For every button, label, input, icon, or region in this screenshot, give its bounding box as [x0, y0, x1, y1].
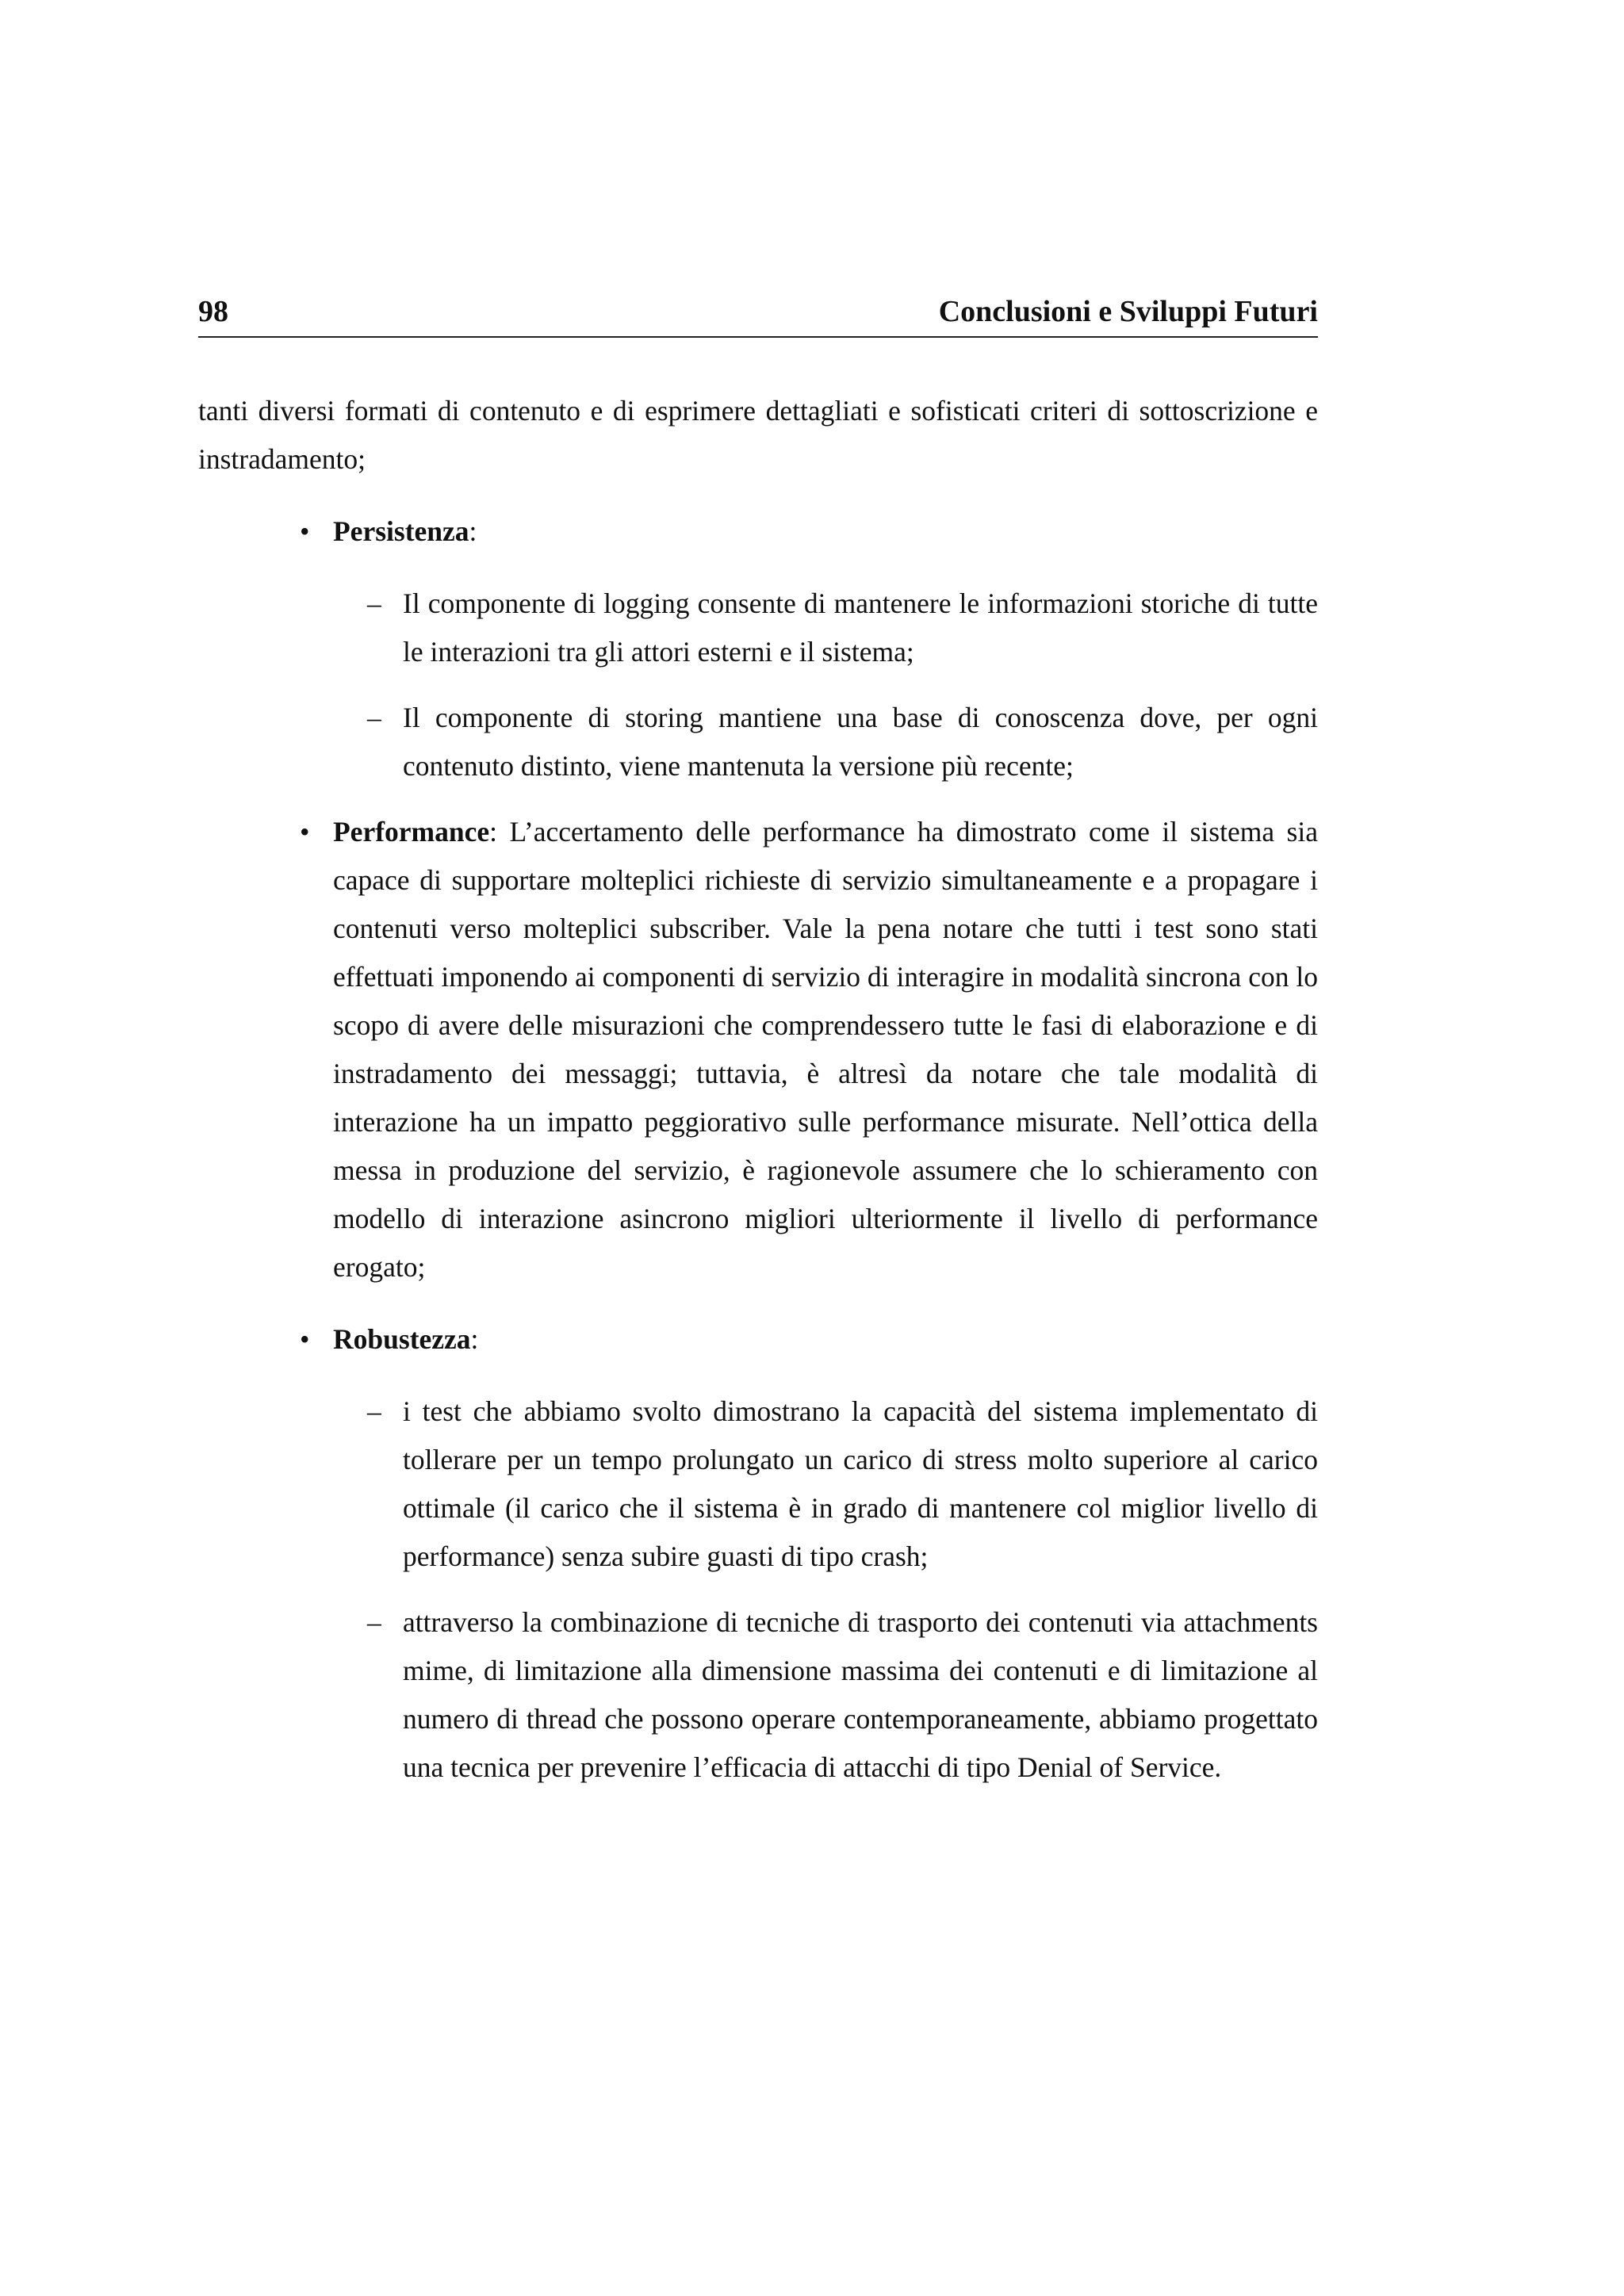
bullet-persistenza [300, 507, 1318, 790]
dash-marker: – [367, 587, 381, 619]
bullet-text: L’accertamento delle performance ha dimostrato come il sistema sia capace di supportare molteplici richieste di servizio simultaneamente e a propagare i contenuti verso molteplici subscriber. Vale la pena notare che tutti i test sono stati effettuati imponendo ai componenti di servizio di interagire in modalità sincrona con lo scopo di avere delle misurazioni che comprendessero tutte le fasi di elaborazione e di instradamento dei messaggi; tuttavia, è altresì da notare che tale modalità di interazione ha un impatto peggiorativo sulle performance misurate. Nell’ottica della messa in produzione del servizio, è ragionevole assumere che lo schieramento con modello di interazione asincrono migliori ulteriormente il livello di performance erogato; [333, 816, 1318, 1283]
list-item [367, 1598, 1318, 1792]
sublist [333, 580, 1318, 790]
continuation-paragraph: tanti diversi formati di contenuto e di esprimere dettagliati e sofisticati criteri di sottoscrizione e instradamento; [198, 395, 1318, 475]
bullet-marker: • [300, 816, 310, 848]
page-header [198, 293, 1318, 338]
list-item [367, 1387, 1318, 1581]
list-item-text: Il componente di storing mantiene una base di conoscenza dove, per ogni contenuto distinto, viene mantenuta la versione più recente; [403, 702, 1318, 782]
bullet-separator: : [470, 1323, 479, 1355]
page-body [198, 387, 1318, 1809]
dash-marker: – [367, 1606, 381, 1638]
bullet-marker: • [300, 515, 310, 547]
bullet-performance [300, 808, 1318, 1292]
list-item-text: attraverso la combinazione di tecniche di trasporto dei contenuti via attachments mime, di limitazione alla dimensione massima dei contenuti e di limitazione al numero di thread che possono operare contemporaneamente, abbiamo progettato una tecnica per prevenire l’efficacia di attacchi di tipo Denial of Service. [403, 1606, 1318, 1783]
list-item-text: i test che abbiamo svolto dimostrano la capacità del sistema implementato di tollerare per un tempo prolungato un carico di stress molto superiore al carico ottimale (il carico che il sistema è in grado di mantenere col miglior livello di performance) senza subire guasti di tipo crash; [403, 1395, 1318, 1572]
bullet-separator: : [489, 816, 497, 848]
bullet-title: Persistenza [333, 515, 469, 547]
chapter-title: Conclusioni e Sviluppi Futuri [938, 295, 1318, 328]
bullet-title: Robustezza [333, 1323, 471, 1355]
bullet-marker: • [300, 1323, 310, 1355]
page-number: 98 [198, 295, 228, 328]
list-item [367, 694, 1318, 790]
list-item [367, 580, 1318, 676]
bullet-separator: : [469, 515, 477, 547]
bullet-robustezza [300, 1315, 1318, 1792]
sublist [333, 1387, 1318, 1792]
bullet-title: Performance [333, 816, 490, 848]
list-item-text: Il componente di logging consente di mantenere le informazioni storiche di tutte le interazioni tra gli attori esterni e il sistema; [403, 587, 1318, 668]
dash-marker: – [367, 1395, 381, 1427]
dash-marker: – [367, 702, 381, 733]
